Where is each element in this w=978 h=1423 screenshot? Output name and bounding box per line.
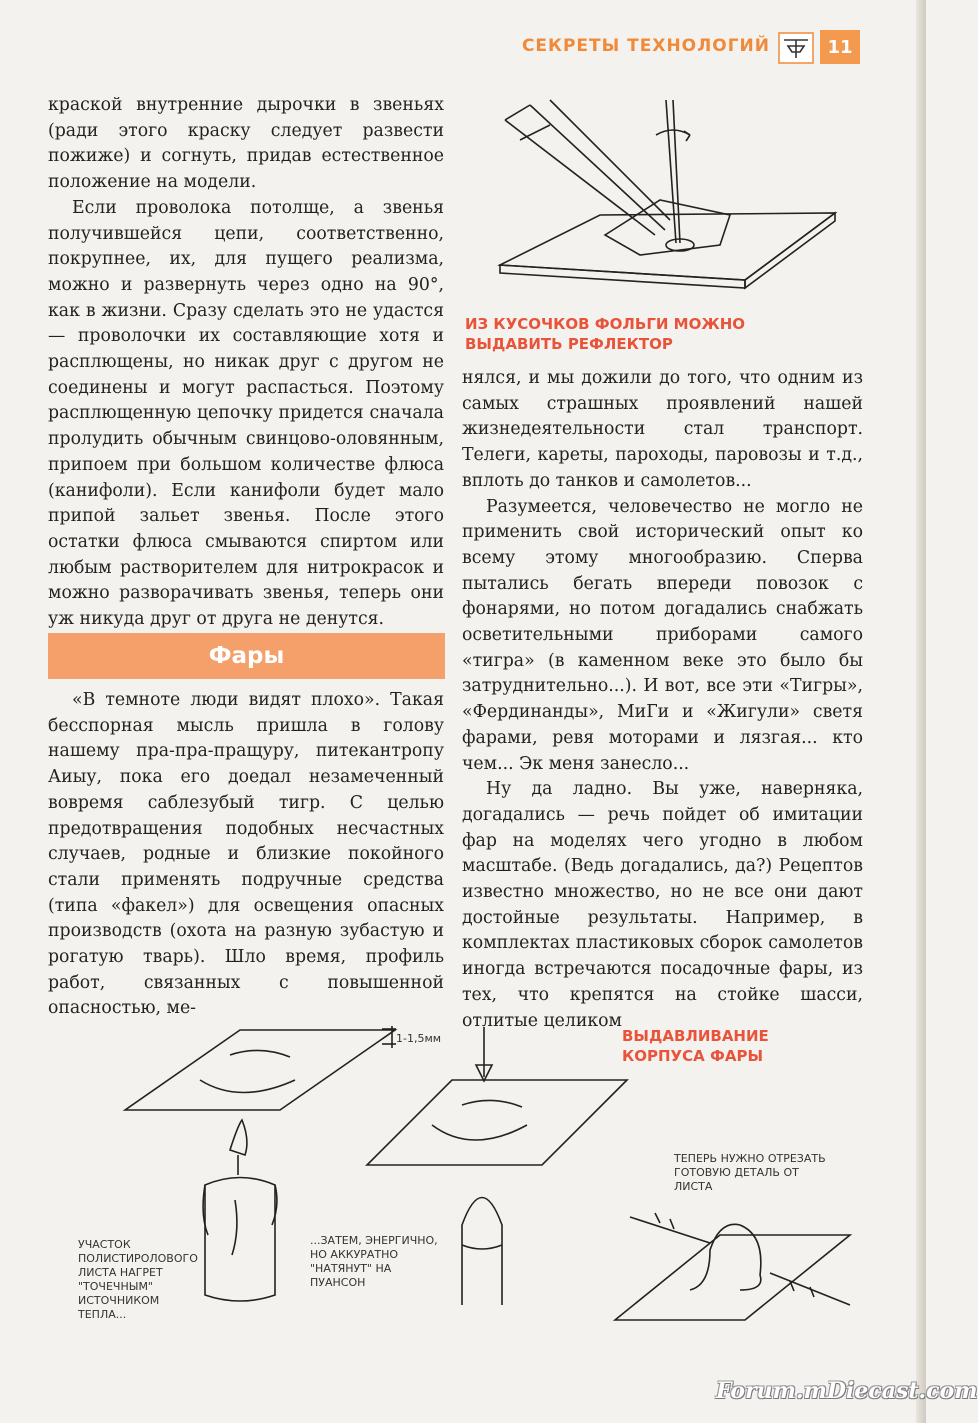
watermark: Forum.mDiecast.com — [716, 1378, 978, 1404]
page-edge — [916, 0, 926, 1423]
step1-label: УЧАСТОК ПОЛИСТИРОЛОВОГО ЛИСТА НАГРЕТ "ТОЧЕЧНЫМ" ИСТОЧНИКОМ ТЕПЛА... — [78, 1238, 198, 1321]
paragraph: «В темноте люди видят плохо». Такая бесспорная мысль пришла в голову нашему пра-пра-пращуру, питекантропу Аиыу, пока его доедал незамеченный вовремя саблезубый тигр. С целью предотвращения подобных несчастных случаев, родные и близкие покойного стали применять подручные средства (типа «факел») для освещения опасных производств (охота на разную зубастую и рогатую тварь). Шло время, профиль работ, связанных с повышенной опасностью, ме- — [48, 690, 444, 1019]
step2-label: ...ЗАТЕМ, ЭНЕРГИЧНО, НО АККУРАТНО "НАТЯНУТ" НА ПУАНСОН — [310, 1234, 438, 1289]
paragraph: Если проволока потолще, а звенья получившейся цепи, соответственно, покрупнее, их, для пущего реализма, можно и развернуть через одно на 90°, как в жизни. Сразу сделать это не удастся — проволочки их составляющие хотя и расплющены, но никак друг с другом не соединены и могут распасться. Поэтому расплющенную цепочку придется сначала пролудить обычным свинцово-оловянным, припоем при большом количестве флюса (канифоли). Если канифоли будет мало припой зальет звенья. После этого остатки флюса смываются спиртом или любым растворителем для нитрокрасок и можно разворачивать звенья, теперь они уж никуда друг от друга не денутся. — [48, 197, 444, 630]
section-header-title: СЕКРЕТЫ ТЕХНОЛОГИЙ — [521, 36, 770, 56]
right-column — [462, 366, 863, 1034]
paragraph: краской внутренние дырочки в звеньях (ради этого краску следует развести пожиже) и согнуть, придав естественное положение на модели. — [48, 95, 444, 193]
cutting-part-illustration — [600, 1195, 860, 1335]
paragraph: нялся, и мы дожили до того, что одним из самых страшных проявлений нашей жизнедеятельности стал транспорт. Телеги, кареты, пароходы, паровозы и т.д., вплоть до танков и самолетов... — [462, 368, 863, 491]
section-heading-band — [48, 633, 445, 679]
left-column-top — [48, 93, 444, 633]
foil-reflector-illustration — [490, 95, 870, 300]
section-title: Фары — [208, 643, 285, 669]
page-number: 11 — [820, 30, 860, 64]
paragraph: Разумеется, человечество не могло не применить свой исторический опыт ко всему этому многообразию. Сперва пытались бегать впереди повозок с фонарями, но потом догадались снабжать осветительными приборами самого «тигра» (в каменном веке это было бы затруднительно...). И вот, все эти «Тигры», «Фердинанды», МиГи и «Жигули» светя фарами, ревя моторами и лязгая... кто чем... Эк меня занесло... — [462, 496, 863, 774]
thickness-marker — [380, 1026, 398, 1050]
thickness-label: 1-1,5мм — [396, 1032, 442, 1045]
figure-caption-reflector: ИЗ КУСОЧКОВ ФОЛЬГИ МОЖНО ВЫДАВИТЬ РЕФЛЕКТОР — [465, 315, 746, 353]
technology-icon — [778, 32, 814, 64]
step3-label: ТЕПЕРЬ НУЖНО ОТРЕЗАТЬ ГОТОВУЮ ДЕТАЛЬ ОТ ЛИСТА — [674, 1152, 826, 1193]
figure-caption-headlight: ВЫДАВЛИВАНИЕ КОРПУСА ФАРЫ — [622, 1027, 769, 1065]
left-column-bottom — [48, 688, 444, 1022]
paragraph: Ну да ладно. Вы уже, наверняка, догадались — речь пойдет об имитации фар на моделях чего угодно в любом масштабе. (Ведь догадались, да?) Рецептов известно множество, но не все они дают достойные результаты. Например, в комплектах пластиковых сборок самолетов иногда встречаются посадочные фары, из тех, что крепятся на стойке шасси, отлитые целиком — [462, 779, 863, 1031]
